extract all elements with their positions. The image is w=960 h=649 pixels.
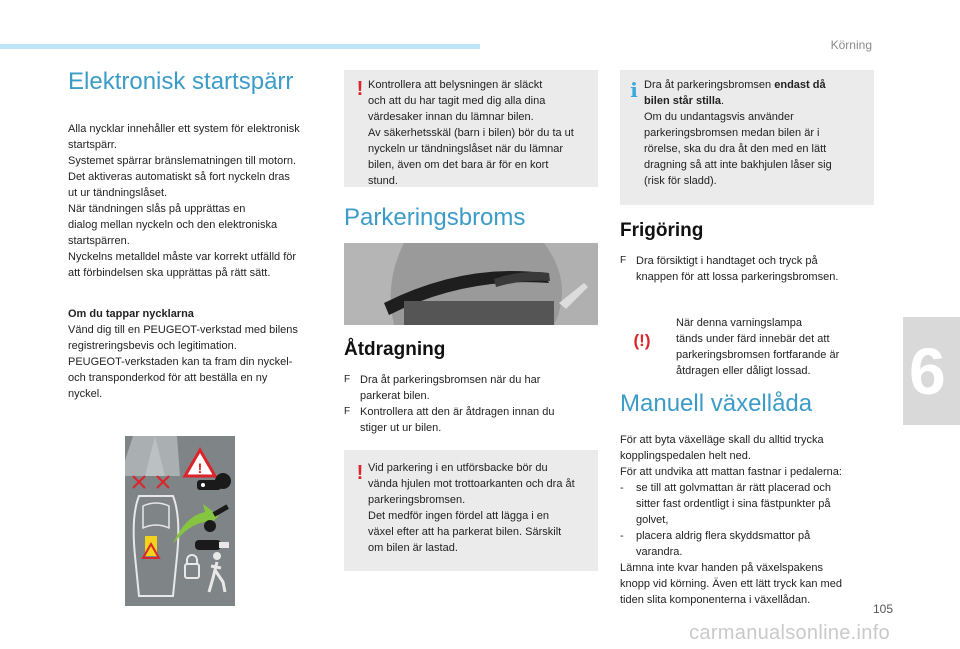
handbrake-lever-graphic — [344, 243, 598, 325]
warning-box-lights: ! Kontrollera att belysningen är släckt och att du har tagit med dig alla dina värdesaker innan du lämnar bilen. Av säkerhetsskäl (barn i bilen) bör du ta ut nyckeln ur tändningslåset när du lämnar bilen, även om det bara är för en kort stund. — [344, 70, 598, 187]
list-item: - placera aldrig flera skyddsmattor på varandra. — [620, 530, 811, 558]
list-item: - se till att golvmattan är rätt placerad och sitter fast ordentligt i sina fästpunkter på golvet, — [620, 482, 832, 526]
list-item: F Dra åt parkeringsbromsen när du har parkerat bilen. — [344, 374, 541, 402]
list-item: F Kontrollera att den är åtdragen innan du stiger ut ur bilen. — [344, 406, 555, 434]
warning-exclamation-icon: ! — [356, 78, 364, 100]
release-heading: Frigöring — [620, 220, 704, 241]
apply-steps — [344, 372, 598, 436]
brake-warning-lamp-icon: (!) — [633, 331, 651, 350]
release-step — [620, 253, 874, 285]
header-accent-bar — [0, 44, 480, 49]
parking-brake-photo — [344, 243, 598, 325]
parking-brake-title: Parkeringsbroms — [344, 204, 526, 231]
chapter-number: 6 — [909, 334, 946, 408]
car-keys-graphic — [125, 436, 235, 606]
info-box-stationary: i Dra åt parkeringsbromsen endast då bilen står stilla. Om du undantagsvis använder parkeringsbromsen medan bilen är i rörelse, ska du dra åt den med en lätt dragning så att inte bakhjulen låser sig (risk för sladd). — [620, 70, 874, 205]
svg-text:!: ! — [197, 460, 203, 476]
watermark: carmanualsonline.info — [689, 622, 890, 644]
section-title: Körning — [830, 38, 872, 52]
lost-keys-section: Om du tappar nycklarna Vänd dig till en PEUGEOT-verkstad med bilens registreringsbevis och legitimation. PEUGEOT-verkstaden kan ta fram din nyckel- och transponderkod för att beställa en ny nyckel. — [68, 306, 328, 402]
list-item: F Dra försiktigt i handtaget och tryck på knappen för att lossa parkeringsbromsen. — [620, 255, 839, 283]
manual-gearbox-title: Manuell växellåda — [620, 390, 813, 417]
warning-lamp-text: När denna varningslampa tänds under färd innebär det att parkeringsbromsen fortfarande är åtdragen eller dåligt lossad. — [676, 317, 840, 377]
warning-exclamation-icon: ! — [356, 462, 364, 484]
info-icon: i — [630, 78, 638, 102]
warning-box-slope: ! Vid parkering i en utförsbacke bör du vända hjulen mot trottoarkanten och dra åt parkeringsbromsen. Det medför ingen fördel att lägga i en växel efter att ha parkerat bilen. Särskilt om bilen är lastad. — [344, 450, 598, 571]
lost-keys-heading: Om du tappar nycklarna — [68, 308, 194, 320]
immobiliser-intro: Alla nycklar innehåller ett system för elektronisk startspärr. Systemet spärrar bränslematningen till motorn. Det aktiveras automatiskt så fort nyckeln dras ut ur tändningslåset. När tändningen slås på upprättas en dialog mellan nyckeln och den elektroniska startspärren. Nyckelns metalldel måste var korrekt utfälld för att förbindelsen ska upprättas på rätt sätt. — [68, 123, 300, 279]
immobiliser-illustration — [125, 436, 235, 606]
apply-heading: Åtdragning — [344, 339, 446, 360]
manual-gearbox-text: För att byta växelläge skall du alltid trycka kopplingspedalen helt ned. För att undvika att mattan fastnar i pedalerna: - se till att golvmattan är rätt placerad och sitter fast ordentligt i sina fästpunkter på golvet, - placera aldrig flera skyddsmattor på varandra. Lämna inte kvar handen på växelspakens knopp vid körning. Även ett lätt tryck kan med tiden slita komponenterna i växellådan. — [620, 432, 874, 608]
immobiliser-title: Elektronisk startspärr — [68, 68, 294, 95]
page-number: 105 — [873, 602, 894, 616]
